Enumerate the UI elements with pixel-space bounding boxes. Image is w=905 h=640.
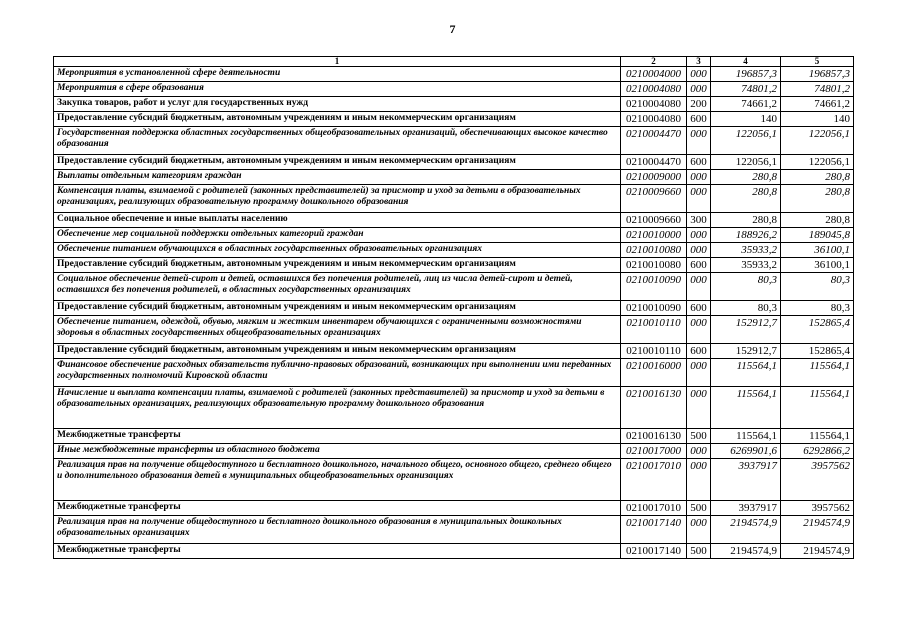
row-code-cell: 0210010110 xyxy=(621,316,687,344)
row-name-cell: Социальное обеспечение детей-сирот и детей, оставшихся без попечения родителей, лиц из числа детей-сирот и детей, оставшихся без попечения родителей, в областных государственных организациях xyxy=(54,273,621,301)
row-name-cell: Предоставление субсидий бюджетным, автономным учреждениям и иным некоммерческим организациям xyxy=(54,155,621,170)
row-amount-2-cell: 189045,8 xyxy=(781,228,854,243)
row-amount-2-cell: 115564,1 xyxy=(781,429,854,444)
table-row xyxy=(54,185,854,213)
row-expense-type-cell: 600 xyxy=(687,258,711,273)
row-amount-2-cell: 115564,1 xyxy=(781,387,854,429)
row-code-cell: 0210010080 xyxy=(621,258,687,273)
table-row xyxy=(54,170,854,185)
column-header-expense-type: 3 xyxy=(687,57,711,67)
row-amount-2-cell: 2194574,9 xyxy=(781,516,854,544)
row-amount-2-cell: 152865,4 xyxy=(781,344,854,359)
row-name-cell: Мероприятия в установленной сфере деятельности xyxy=(54,67,621,82)
row-expense-type-cell: 200 xyxy=(687,97,711,112)
table-row xyxy=(54,67,854,82)
row-code-cell: 0210004470 xyxy=(621,127,687,155)
table-row xyxy=(54,344,854,359)
row-code-cell: 0210016130 xyxy=(621,429,687,444)
row-amount-1-cell: 74801,2 xyxy=(711,82,781,97)
row-expense-type-cell: 000 xyxy=(687,228,711,243)
table-row xyxy=(54,544,854,559)
row-code-cell: 0210010080 xyxy=(621,243,687,258)
row-amount-2-cell: 6292866,2 xyxy=(781,444,854,459)
row-code-cell: 0210004470 xyxy=(621,155,687,170)
row-code-cell: 0210010090 xyxy=(621,273,687,301)
row-expense-type-cell: 000 xyxy=(687,170,711,185)
table-body xyxy=(54,67,854,559)
row-name-cell: Предоставление субсидий бюджетным, автономным учреждениям и иным некоммерческим организациям xyxy=(54,344,621,359)
row-amount-1-cell: 122056,1 xyxy=(711,155,781,170)
row-code-cell: 0210004080 xyxy=(621,97,687,112)
row-amount-2-cell: 196857,3 xyxy=(781,67,854,82)
table-row xyxy=(54,228,854,243)
row-amount-1-cell: 280,8 xyxy=(711,213,781,228)
row-code-cell: 0210004080 xyxy=(621,82,687,97)
row-code-cell: 0210009660 xyxy=(621,185,687,213)
row-name-cell: Предоставление субсидий бюджетным, автономным учреждениям и иным некоммерческим организациям xyxy=(54,301,621,316)
row-amount-1-cell: 280,8 xyxy=(711,170,781,185)
row-amount-1-cell: 196857,3 xyxy=(711,67,781,82)
table-row xyxy=(54,82,854,97)
row-code-cell: 0210010110 xyxy=(621,344,687,359)
row-name-cell: Закупка товаров, работ и услуг для государственных нужд xyxy=(54,97,621,112)
row-amount-2-cell: 3957562 xyxy=(781,459,854,501)
row-expense-type-cell: 300 xyxy=(687,213,711,228)
row-amount-1-cell: 115564,1 xyxy=(711,429,781,444)
row-amount-1-cell: 2194574,9 xyxy=(711,544,781,559)
row-expense-type-cell: 500 xyxy=(687,429,711,444)
row-amount-1-cell: 115564,1 xyxy=(711,359,781,387)
row-amount-2-cell: 80,3 xyxy=(781,273,854,301)
row-expense-type-cell: 500 xyxy=(687,501,711,516)
row-name-cell: Межбюджетные трансферты xyxy=(54,501,621,516)
row-amount-1-cell: 115564,1 xyxy=(711,387,781,429)
row-amount-2-cell: 280,8 xyxy=(781,213,854,228)
table-row xyxy=(54,359,854,387)
column-header-amount-1: 4 xyxy=(711,57,781,67)
row-amount-1-cell: 74661,2 xyxy=(711,97,781,112)
row-expense-type-cell: 500 xyxy=(687,544,711,559)
row-amount-2-cell: 122056,1 xyxy=(781,127,854,155)
row-code-cell: 0210017010 xyxy=(621,501,687,516)
row-code-cell: 0210017140 xyxy=(621,516,687,544)
row-amount-2-cell: 3957562 xyxy=(781,501,854,516)
table-row xyxy=(54,213,854,228)
table-row xyxy=(54,127,854,155)
row-amount-1-cell: 35933,2 xyxy=(711,258,781,273)
table-row xyxy=(54,155,854,170)
row-amount-2-cell: 36100,1 xyxy=(781,243,854,258)
row-code-cell: 0210016000 xyxy=(621,359,687,387)
row-amount-2-cell: 140 xyxy=(781,112,854,127)
table-header-row xyxy=(54,57,854,67)
table-row xyxy=(54,501,854,516)
row-amount-1-cell: 122056,1 xyxy=(711,127,781,155)
row-code-cell: 0210010000 xyxy=(621,228,687,243)
row-expense-type-cell: 000 xyxy=(687,185,711,213)
row-amount-1-cell: 140 xyxy=(711,112,781,127)
row-amount-1-cell: 152912,7 xyxy=(711,316,781,344)
row-code-cell: 0210009000 xyxy=(621,170,687,185)
row-code-cell: 0210017000 xyxy=(621,444,687,459)
row-name-cell: Реализация прав на получение общедоступного и бесплатного дошкольного, начального общего, основного общего, среднего общего и дополнительного образования детей в муниципальных общеобразовательных организациях xyxy=(54,459,621,501)
row-name-cell: Обеспечение питанием, одеждой, обувью, мягким и жестким инвентарем обучающихся с ограниченными возможностями здоровья в областных государственных общеобразовательных организациях xyxy=(54,316,621,344)
row-amount-2-cell: 280,8 xyxy=(781,170,854,185)
row-expense-type-cell: 000 xyxy=(687,444,711,459)
row-name-cell: Предоставление субсидий бюджетным, автономным учреждениям и иным некоммерческим организациям xyxy=(54,112,621,127)
row-amount-2-cell: 74661,2 xyxy=(781,97,854,112)
row-name-cell: Мероприятия в сфере образования xyxy=(54,82,621,97)
row-code-cell: 0210004000 xyxy=(621,67,687,82)
row-expense-type-cell: 600 xyxy=(687,301,711,316)
row-amount-2-cell: 152865,4 xyxy=(781,316,854,344)
column-header-amount-2: 5 xyxy=(781,57,854,67)
table-row xyxy=(54,112,854,127)
row-expense-type-cell: 000 xyxy=(687,127,711,155)
row-name-cell: Обеспечение питанием обучающихся в областных государственных образовательных организациях xyxy=(54,243,621,258)
row-amount-1-cell: 3937917 xyxy=(711,501,781,516)
row-code-cell: 0210009660 xyxy=(621,213,687,228)
row-expense-type-cell: 000 xyxy=(687,316,711,344)
row-name-cell: Начисление и выплата компенсации платы, взимаемой с родителей (законных представителей) за присмотр и уход за детьми в образовательных организациях, реализующих образовательную программу дошкольного образования xyxy=(54,387,621,429)
table-row xyxy=(54,444,854,459)
row-name-cell: Межбюджетные трансферты xyxy=(54,429,621,444)
row-amount-1-cell: 35933,2 xyxy=(711,243,781,258)
row-amount-1-cell: 188926,2 xyxy=(711,228,781,243)
row-expense-type-cell: 600 xyxy=(687,344,711,359)
table-row xyxy=(54,301,854,316)
row-name-cell: Иные межбюджетные трансферты из областного бюджета xyxy=(54,444,621,459)
row-name-cell: Финансовое обеспечение расходных обязательств публично-правовых образований, возникающих при выполнении ими переданных государственных полномочий Кировской области xyxy=(54,359,621,387)
row-expense-type-cell: 000 xyxy=(687,516,711,544)
row-code-cell: 0210017140 xyxy=(621,544,687,559)
row-amount-1-cell: 152912,7 xyxy=(711,344,781,359)
row-expense-type-cell: 000 xyxy=(687,387,711,429)
row-expense-type-cell: 600 xyxy=(687,155,711,170)
column-header-name: 1 xyxy=(54,57,621,67)
row-expense-type-cell: 600 xyxy=(687,112,711,127)
row-name-cell: Выплаты отдельным категориям граждан xyxy=(54,170,621,185)
row-amount-1-cell: 3937917 xyxy=(711,459,781,501)
table-row xyxy=(54,258,854,273)
row-amount-2-cell: 74801,2 xyxy=(781,82,854,97)
row-expense-type-cell: 000 xyxy=(687,359,711,387)
row-code-cell: 0210004080 xyxy=(621,112,687,127)
row-amount-1-cell: 280,8 xyxy=(711,185,781,213)
row-amount-1-cell: 80,3 xyxy=(711,301,781,316)
table-row xyxy=(54,97,854,112)
row-amount-2-cell: 36100,1 xyxy=(781,258,854,273)
table-row xyxy=(54,243,854,258)
table-row xyxy=(54,459,854,501)
row-name-cell: Реализация прав на получение общедоступного и бесплатного дошкольного образования в муниципальных дошкольных образовательных организациях xyxy=(54,516,621,544)
row-amount-1-cell: 80,3 xyxy=(711,273,781,301)
row-expense-type-cell: 000 xyxy=(687,243,711,258)
row-expense-type-cell: 000 xyxy=(687,67,711,82)
row-amount-2-cell: 115564,1 xyxy=(781,359,854,387)
row-name-cell: Обеспечение мер социальной поддержки отдельных категорий граждан xyxy=(54,228,621,243)
row-name-cell: Социальное обеспечение и иные выплаты населению xyxy=(54,213,621,228)
row-code-cell: 0210010090 xyxy=(621,301,687,316)
table-row xyxy=(54,316,854,344)
budget-table xyxy=(53,56,854,559)
table-row xyxy=(54,273,854,301)
row-name-cell: Государственная поддержка областных государственных общеобразовательных организаций, обеспечивающих высокое качество образования xyxy=(54,127,621,155)
table-row xyxy=(54,387,854,429)
row-expense-type-cell: 000 xyxy=(687,82,711,97)
row-expense-type-cell: 000 xyxy=(687,459,711,501)
table-row xyxy=(54,516,854,544)
row-amount-2-cell: 2194574,9 xyxy=(781,544,854,559)
table-row xyxy=(54,429,854,444)
column-header-code: 2 xyxy=(621,57,687,67)
row-code-cell: 0210016130 xyxy=(621,387,687,429)
row-amount-2-cell: 280,8 xyxy=(781,185,854,213)
row-name-cell: Межбюджетные трансферты xyxy=(54,544,621,559)
row-amount-1-cell: 6269901,6 xyxy=(711,444,781,459)
row-amount-2-cell: 122056,1 xyxy=(781,155,854,170)
row-expense-type-cell: 000 xyxy=(687,273,711,301)
row-name-cell: Предоставление субсидий бюджетным, автономным учреждениям и иным некоммерческим организациям xyxy=(54,258,621,273)
page-number: 7 xyxy=(449,22,456,36)
row-amount-1-cell: 2194574,9 xyxy=(711,516,781,544)
row-amount-2-cell: 80,3 xyxy=(781,301,854,316)
row-name-cell: Компенсация платы, взимаемой с родителей (законных представителей) за присмотр и уход за детьми в образовательных организациях, реализующих образовательную программу дошкольного образования xyxy=(54,185,621,213)
row-code-cell: 0210017010 xyxy=(621,459,687,501)
